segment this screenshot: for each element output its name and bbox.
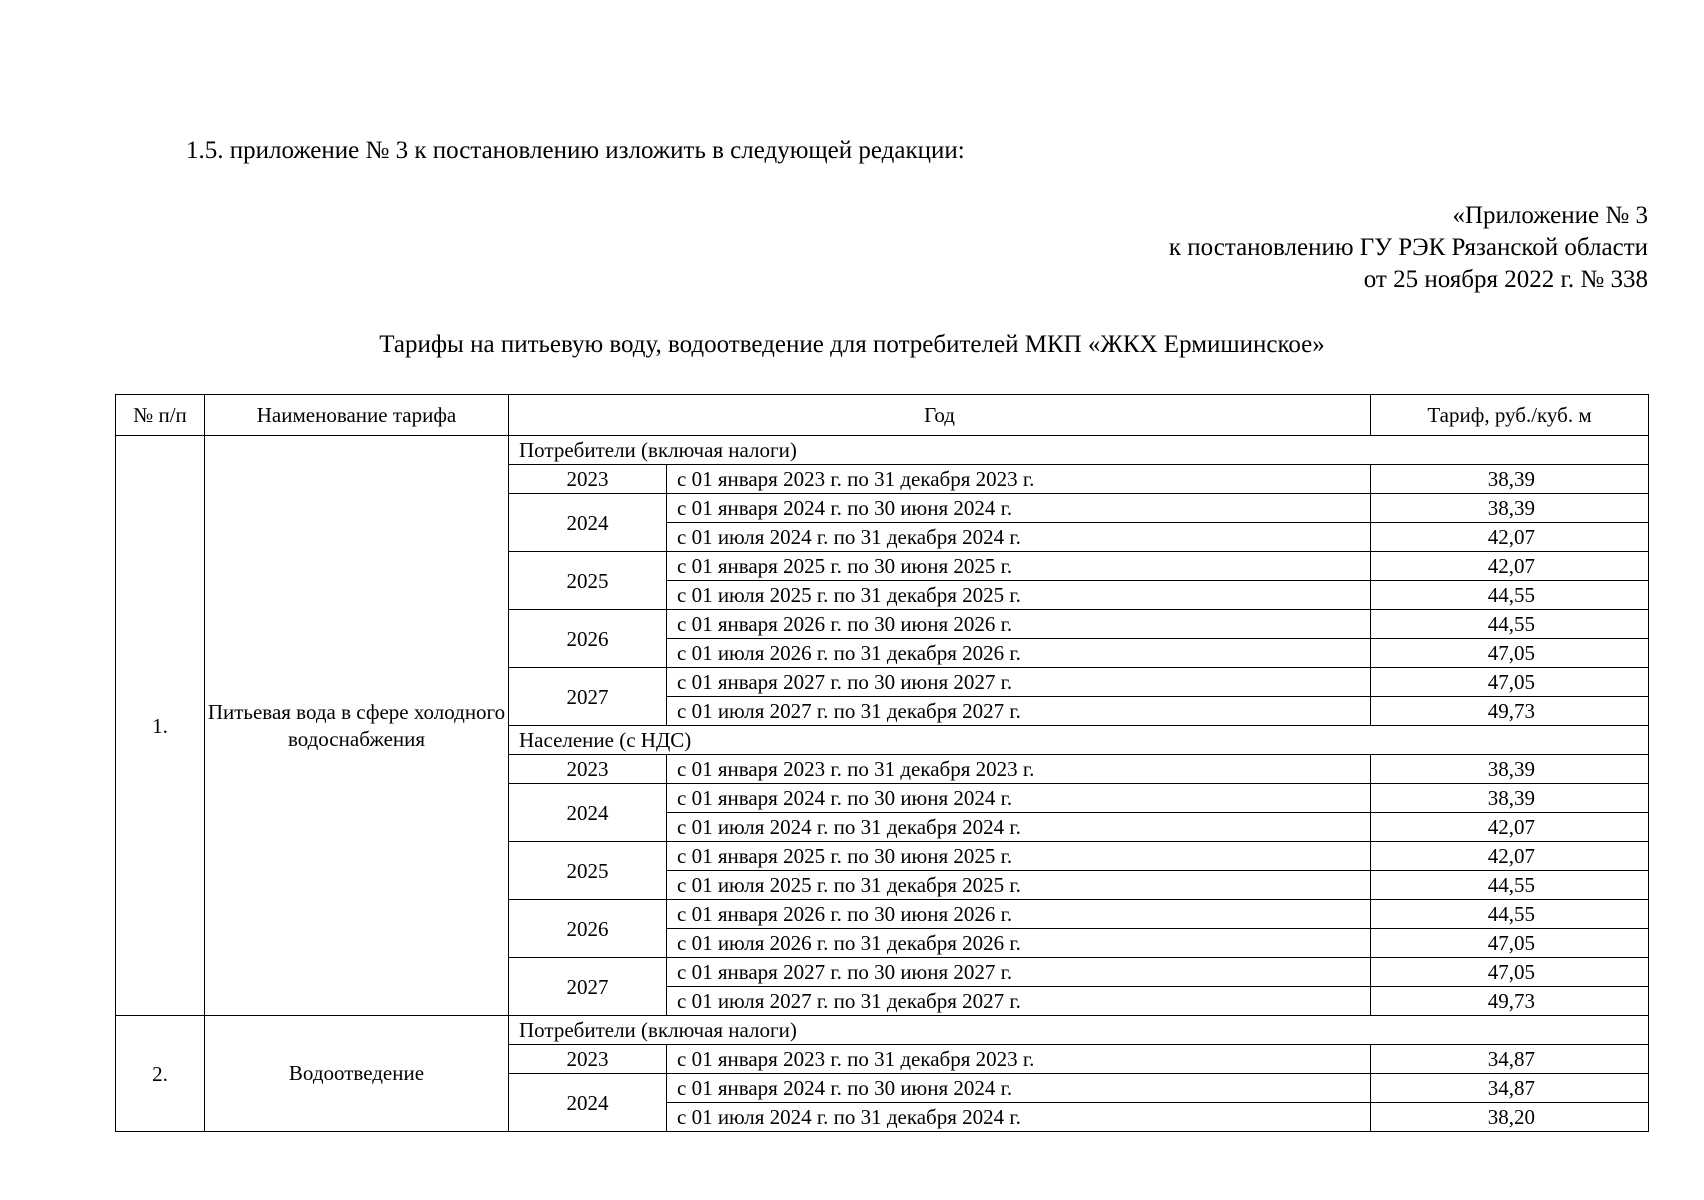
year-cell: 2023 <box>509 1045 667 1074</box>
table-header-row <box>116 395 1649 436</box>
header-num: № п/п <box>116 395 205 436</box>
tariff-value: 34,87 <box>1371 1045 1649 1074</box>
appendix-line-3: от 25 ноября 2022 г. № 338 <box>1363 266 1648 293</box>
period-cell: с 01 января 2027 г. по 30 июня 2027 г. <box>667 958 1371 987</box>
table-row <box>116 1016 1649 1045</box>
period-cell: с 01 июля 2027 г. по 31 декабря 2027 г. <box>667 697 1371 726</box>
tariff-value: 42,07 <box>1371 523 1649 552</box>
year-cell: 2025 <box>509 552 667 610</box>
year-cell: 2027 <box>509 668 667 726</box>
tariff-name: Водоотведение <box>205 1016 509 1132</box>
period-cell: с 01 июля 2024 г. по 31 декабря 2024 г. <box>667 813 1371 842</box>
period-cell: с 01 января 2023 г. по 31 декабря 2023 г. <box>667 1045 1371 1074</box>
period-cell: с 01 января 2024 г. по 30 июня 2024 г. <box>667 1074 1371 1103</box>
header-year: Год <box>509 395 1371 436</box>
tariff-value: 42,07 <box>1371 813 1649 842</box>
tariff-value: 38,39 <box>1371 465 1649 494</box>
year-cell: 2026 <box>509 900 667 958</box>
tariff-value: 47,05 <box>1371 668 1649 697</box>
tariff-value: 42,07 <box>1371 842 1649 871</box>
consumer-group-label: Потребители (включая налоги) <box>509 1016 1649 1045</box>
document-title: Тарифы на питьевую воду, водоотведение для потребителей МКП «ЖКХ Ермишинское» <box>379 331 1325 358</box>
tariff-value: 44,55 <box>1371 871 1649 900</box>
row-number: 1. <box>116 436 205 1016</box>
year-cell: 2027 <box>509 958 667 1016</box>
appendix-line-2: к постановлению ГУ РЭК Рязанской области <box>1168 234 1648 261</box>
period-cell: с 01 июля 2024 г. по 31 декабря 2024 г. <box>667 1103 1371 1132</box>
period-cell: с 01 июля 2027 г. по 31 декабря 2027 г. <box>667 987 1371 1016</box>
period-cell: с 01 июля 2026 г. по 31 декабря 2026 г. <box>667 929 1371 958</box>
tariff-value: 38,39 <box>1371 494 1649 523</box>
tariff-value: 47,05 <box>1371 929 1649 958</box>
tariff-value: 38,20 <box>1371 1103 1649 1132</box>
year-cell: 2024 <box>509 1074 667 1132</box>
period-cell: с 01 января 2023 г. по 31 декабря 2023 г. <box>667 465 1371 494</box>
year-cell: 2024 <box>509 494 667 552</box>
period-cell: с 01 января 2026 г. по 30 июня 2026 г. <box>667 610 1371 639</box>
tariff-value: 38,39 <box>1371 784 1649 813</box>
appendix-header <box>1169 200 1648 296</box>
tariff-value: 44,55 <box>1371 900 1649 929</box>
tariff-value: 34,87 <box>1371 1074 1649 1103</box>
intro-paragraph: 1.5. приложение № 3 к постановлению изложить в следующей редакции: <box>186 137 965 164</box>
tariff-name: Питьевая вода в сфере холодного водоснабжения <box>205 436 509 1016</box>
period-cell: с 01 июля 2025 г. по 31 декабря 2025 г. <box>667 871 1371 900</box>
period-cell: с 01 января 2025 г. по 30 июня 2025 г. <box>667 842 1371 871</box>
period-cell: с 01 июля 2025 г. по 31 декабря 2025 г. <box>667 581 1371 610</box>
header-name: Наименование тарифа <box>205 395 509 436</box>
tariff-value: 49,73 <box>1371 987 1649 1016</box>
period-cell: с 01 января 2024 г. по 30 июня 2024 г. <box>667 494 1371 523</box>
period-cell: с 01 июля 2024 г. по 31 декабря 2024 г. <box>667 523 1371 552</box>
tariff-value: 44,55 <box>1371 610 1649 639</box>
tariff-value: 38,39 <box>1371 755 1649 784</box>
consumer-group-label: Потребители (включая налоги) <box>509 436 1649 465</box>
year-cell: 2026 <box>509 610 667 668</box>
period-cell: с 01 июля 2026 г. по 31 декабря 2026 г. <box>667 639 1371 668</box>
tariff-value: 44,55 <box>1371 581 1649 610</box>
period-cell: с 01 января 2027 г. по 30 июня 2027 г. <box>667 668 1371 697</box>
appendix-line-1: «Приложение № 3 <box>1452 202 1648 229</box>
row-number: 2. <box>116 1016 205 1132</box>
table-row <box>116 436 1649 465</box>
table-body <box>116 436 1649 1132</box>
year-cell: 2024 <box>509 784 667 842</box>
tariff-value: 47,05 <box>1371 958 1649 987</box>
period-cell: с 01 января 2026 г. по 30 июня 2026 г. <box>667 900 1371 929</box>
tariff-value: 49,73 <box>1371 697 1649 726</box>
tariff-value: 47,05 <box>1371 639 1649 668</box>
year-cell: 2025 <box>509 842 667 900</box>
year-cell: 2023 <box>509 465 667 494</box>
period-cell: с 01 января 2025 г. по 30 июня 2025 г. <box>667 552 1371 581</box>
year-cell: 2023 <box>509 755 667 784</box>
tariff-table <box>115 394 1649 1132</box>
tariff-value: 42,07 <box>1371 552 1649 581</box>
header-tariff: Тариф, руб./куб. м <box>1371 395 1649 436</box>
period-cell: с 01 января 2023 г. по 31 декабря 2023 г. <box>667 755 1371 784</box>
consumer-group-label: Население (с НДС) <box>509 726 1649 755</box>
period-cell: с 01 января 2024 г. по 30 июня 2024 г. <box>667 784 1371 813</box>
